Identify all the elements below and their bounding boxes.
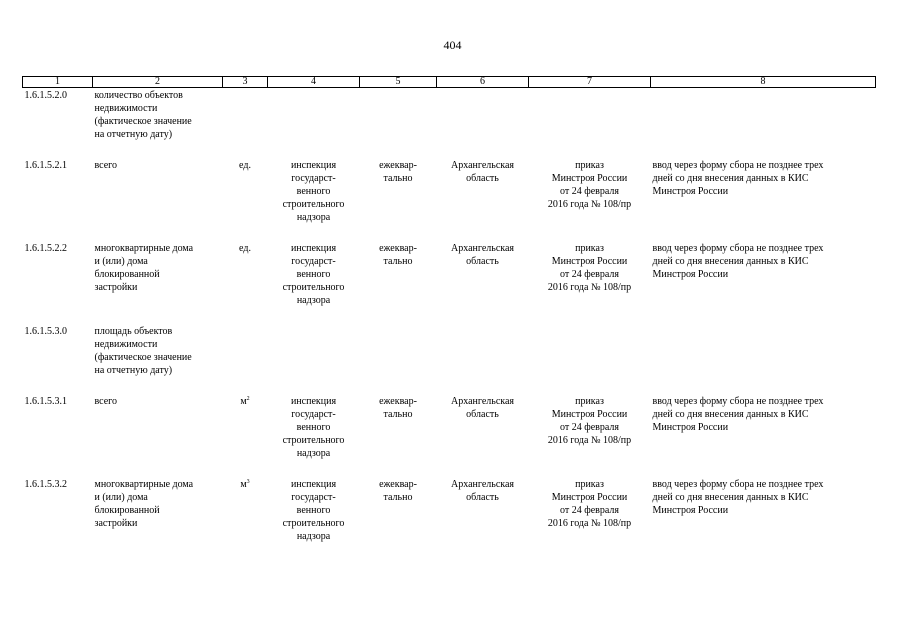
table-row [23,478,876,561]
frequency: ежеквар- тально [379,243,417,267]
responsible-agency [268,325,360,395]
region: Архангельская область [450,396,515,420]
column-number: 5 [360,77,437,88]
unit-cell [223,242,268,325]
column-number: 2 [93,77,223,88]
table-row [23,159,876,242]
unit-value: ед. [239,243,251,254]
column-number: 7 [529,77,651,88]
frequency: ежеквар- тально [379,479,417,503]
submission-note: ввод через форму сбора не позднее трех дней со дня внесения данных в КИС Минстроя России [652,396,824,433]
indicator-code: 1.6.1.5.2.2 [24,243,67,254]
table-row [23,88,876,160]
unit-value: ед. [239,160,251,171]
submission-note: ввод через форму сбора не позднее трех дней со дня внесения данных в КИС Минстроя России [652,160,824,197]
unit-value: м [240,479,247,490]
table-row [23,242,876,325]
indicator-code: 1.6.1.5.3.1 [24,396,67,407]
table-row [23,325,876,395]
indicator-name: всего [94,160,118,171]
indicators-table [22,76,876,561]
unit-cell [223,395,268,478]
column-number-row [23,77,876,88]
frequency [360,325,437,395]
unit-cell [223,325,268,395]
responsible-agency: инспекция государст- венного строительного надзора [282,396,345,459]
unit-exponent: 2 [246,396,250,402]
frequency: ежеквар- тально [379,396,417,420]
table-header [23,77,876,88]
unit-cell [223,478,268,561]
submission-note [651,325,876,395]
legal-basis: приказ Минстроя России от 24 февраля 2016 года № 108/пр [547,160,632,210]
legal-basis: приказ Минстроя России от 24 февраля 2016 года № 108/пр [547,479,632,529]
responsible-agency: инспекция государст- венного строительного надзора [282,243,345,306]
unit-cell [223,159,268,242]
indicator-code: 1.6.1.5.3.2 [24,479,67,490]
legal-basis [529,325,651,395]
indicator-name: многоквартирные дома и (или) дома блокированной застройки [94,479,194,529]
indicator-code: 1.6.1.5.2.0 [24,90,67,101]
frequency: ежеквар- тально [379,160,417,184]
region: Архангельская область [450,243,515,267]
column-number: 3 [223,77,268,88]
column-number: 4 [268,77,360,88]
frequency [360,88,437,160]
legal-basis [529,88,651,160]
submission-note: ввод через форму сбора не позднее трех дней со дня внесения данных в КИС Минстроя России [652,479,824,516]
region [437,88,529,160]
indicator-name: площадь объектов недвижимости (фактическое значение на отчетную дату) [94,326,192,376]
region: Архангельская область [450,479,515,503]
column-number: 6 [437,77,529,88]
submission-note: ввод через форму сбора не позднее трех дней со дня внесения данных в КИС Минстроя России [652,243,824,280]
unit-value: м [240,396,247,407]
indicator-name: многоквартирные дома и (или) дома блокированной застройки [94,243,194,293]
responsible-agency: инспекция государст- венного строительного надзора [282,479,345,542]
unit-exponent: 3 [246,479,250,485]
submission-note [651,88,876,160]
legal-basis: приказ Минстроя России от 24 февраля 2016 года № 108/пр [547,243,632,293]
indicator-code: 1.6.1.5.3.0 [24,326,67,337]
indicator-name: всего [94,396,118,407]
responsible-agency [268,88,360,160]
legal-basis: приказ Минстроя России от 24 февраля 2016 года № 108/пр [547,396,632,446]
column-number: 8 [651,77,876,88]
indicator-code: 1.6.1.5.2.1 [24,160,67,171]
region: Архангельская область [450,160,515,184]
page-number: 404 [443,38,462,52]
table-row [23,395,876,478]
column-number: 1 [23,77,93,88]
region [437,325,529,395]
responsible-agency: инспекция государст- венного строительного надзора [282,160,345,223]
indicator-name: количество объектов недвижимости (фактическое значение на отчетную дату) [94,90,192,140]
unit-cell [223,88,268,160]
